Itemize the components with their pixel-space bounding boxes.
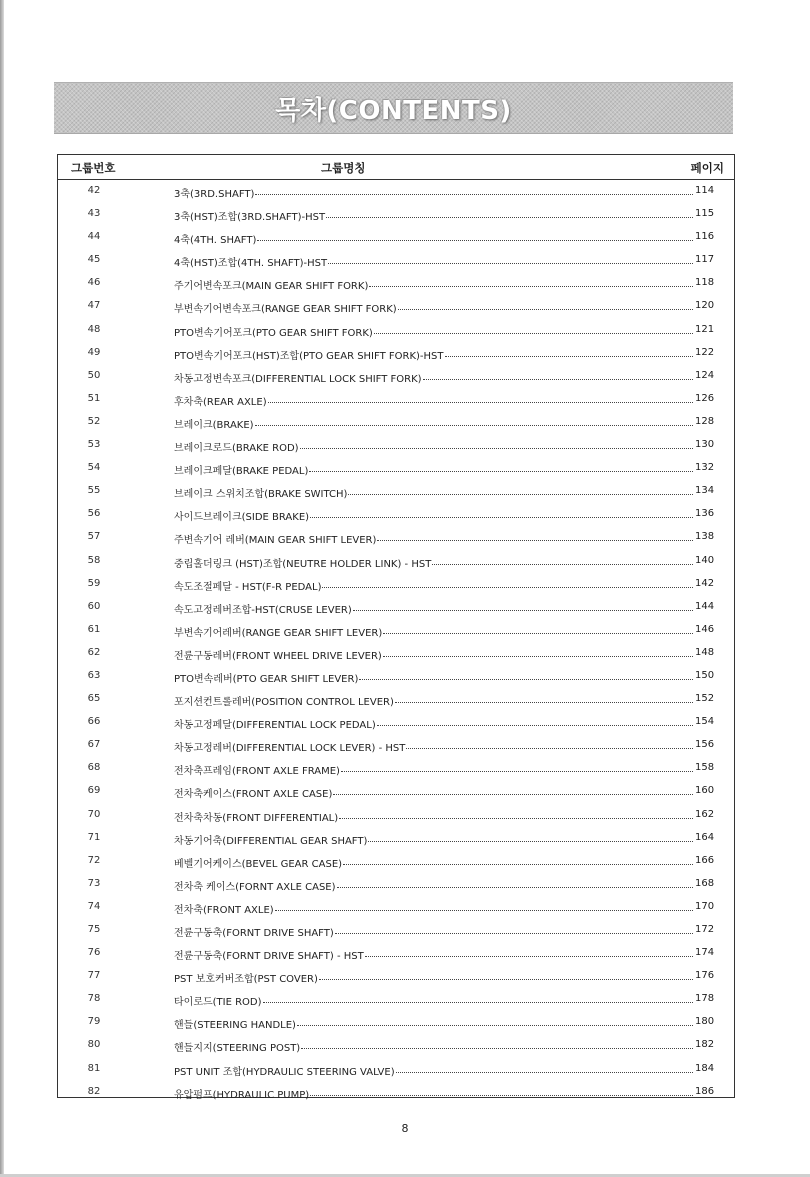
row-group-name: 전륜구동축(FORNT DRIVE SHAFT)	[174, 928, 334, 939]
row-entry	[174, 416, 694, 431]
row-page-number: 182	[695, 1039, 715, 1051]
row-entry	[174, 1063, 694, 1078]
row-group-number: 59	[87, 577, 101, 589]
table-row	[58, 988, 734, 1011]
row-group-number: 45	[87, 254, 101, 266]
dot-leader	[445, 348, 694, 357]
row-group-number: 42	[87, 185, 101, 196]
row-group-name: 후차축(REAR AXLE)	[174, 396, 267, 408]
dot-leader	[255, 186, 693, 195]
row-group-name: 포지션컨트롤레버(POSITION CONTROL LEVER)	[174, 697, 394, 709]
table-row	[58, 942, 734, 965]
row-page-number: 144	[695, 600, 715, 612]
row-entry	[174, 324, 694, 339]
row-entry	[174, 254, 694, 269]
row-entry	[174, 832, 694, 847]
page-number: 8	[401, 1122, 409, 1135]
dot-leader	[377, 717, 693, 726]
row-page-number: 138	[695, 531, 715, 543]
table-row	[58, 365, 734, 388]
row-group-number: 73	[87, 877, 101, 889]
row-group-number: 58	[87, 554, 101, 566]
row-entry	[174, 647, 694, 662]
row-entry	[174, 670, 694, 685]
row-group-name: 브레이크(BRAKE)	[174, 419, 254, 431]
row-entry	[174, 439, 694, 454]
row-entry	[174, 231, 694, 246]
table-body	[58, 180, 734, 1104]
table-row	[58, 203, 734, 226]
row-group-name: 속도조절페달 - HST(F-R PEDAL)	[174, 581, 322, 593]
table-row	[58, 688, 734, 711]
table-row	[58, 965, 734, 988]
row-page-number: 117	[695, 254, 715, 266]
row-group-name: 전차축차동(FRONT DIFFERENTIAL)	[174, 812, 339, 824]
row-group-name: 4축(4TH. SHAFT)	[174, 235, 257, 247]
row-entry	[174, 277, 694, 292]
row-entry	[174, 347, 694, 362]
table-header	[58, 155, 734, 180]
dot-leader	[395, 694, 693, 703]
row-group-number: 53	[87, 439, 101, 451]
row-group-name: PTO변속레버(PTO GEAR SHIFT LEVER)	[174, 673, 359, 685]
row-group-name: PST UNIT 조합(HYDRAULIC STEERING VALVE)	[174, 1066, 395, 1078]
row-group-number: 47	[87, 300, 101, 312]
dot-leader	[257, 232, 693, 241]
contents-table	[57, 154, 735, 1101]
row-entry	[174, 693, 694, 708]
dot-leader	[310, 1087, 693, 1096]
row-group-name: 차동고정변속포크(DIFFERENTIAL LOCK SHIFT FORK)	[174, 373, 422, 385]
row-group-number: 82	[87, 1085, 101, 1097]
table-row	[58, 757, 734, 780]
table-row	[58, 1034, 734, 1057]
row-group-name: 차동고정페달(DIFFERENTIAL LOCK PEDAL)	[174, 720, 376, 732]
row-page-number: 168	[695, 877, 715, 889]
dot-leader	[368, 833, 693, 842]
row-entry	[174, 993, 694, 1008]
dot-leader	[383, 648, 693, 657]
table-row	[58, 434, 734, 457]
dot-leader	[268, 394, 693, 403]
row-group-number: 77	[87, 970, 101, 982]
dot-leader	[341, 763, 693, 772]
row-page-number: 130	[695, 439, 715, 451]
row-entry	[174, 208, 694, 223]
table-row	[58, 249, 734, 272]
row-group-name: 주변속기어 레버(MAIN GEAR SHIFT LEVER)	[174, 535, 377, 547]
row-group-number: 66	[87, 716, 101, 728]
row-page-number: 158	[695, 762, 715, 774]
dot-leader	[297, 1017, 693, 1026]
table-row	[58, 850, 734, 873]
table-row	[58, 226, 734, 249]
table-row	[58, 780, 734, 803]
row-page-number: 150	[695, 669, 715, 681]
dot-leader	[396, 1064, 693, 1073]
row-page-number: 162	[695, 808, 715, 820]
row-page-number: 116	[695, 231, 715, 243]
row-page-number: 154	[695, 716, 715, 728]
dot-leader	[309, 463, 693, 472]
table-row	[58, 503, 734, 526]
dot-leader	[353, 602, 693, 611]
row-page-number: 178	[695, 993, 715, 1005]
row-entry	[174, 462, 694, 477]
dot-leader	[339, 810, 693, 819]
row-page-number: 126	[695, 392, 715, 404]
row-entry	[174, 878, 694, 893]
row-group-name: 부변속기어변속포크(RANGE GEAR SHIFT FORK)	[174, 304, 397, 316]
row-group-number: 72	[87, 854, 101, 866]
row-entry	[174, 393, 694, 408]
row-entry	[174, 485, 694, 500]
table-row	[58, 804, 734, 827]
row-entry	[174, 809, 694, 824]
row-entry	[174, 924, 694, 939]
row-group-number: 56	[87, 508, 101, 520]
row-group-name: 부변속기어레버(RANGE GEAR SHIFT LEVER)	[174, 627, 383, 639]
header-page: 페이지	[690, 161, 724, 175]
contents-banner	[54, 82, 733, 134]
row-group-name: 타이로드(TIE ROD)	[174, 997, 262, 1009]
row-group-number: 61	[87, 623, 101, 635]
row-group-number: 62	[87, 646, 101, 658]
row-page-number: 184	[695, 1062, 715, 1074]
table-row	[58, 480, 734, 503]
table-row	[58, 295, 734, 318]
row-group-number: 81	[87, 1062, 101, 1074]
row-group-name: 전차축 케이스(FORNT AXLE CASE)	[174, 881, 336, 893]
row-group-name: 전차축프레임(FRONT AXLE FRAME)	[174, 766, 340, 778]
row-page-number: 164	[695, 831, 715, 843]
row-group-number: 51	[87, 392, 101, 404]
row-group-name: 브레이크로드(BRAKE ROD)	[174, 443, 299, 455]
row-group-number: 75	[87, 924, 101, 935]
row-group-number: 71	[87, 831, 101, 843]
table-row	[58, 734, 734, 757]
row-group-name: 전륜구동레버(FRONT WHEEL DRIVE LEVER)	[174, 650, 382, 662]
row-entry	[174, 1039, 694, 1054]
dot-leader	[335, 925, 693, 934]
table-row	[58, 619, 734, 642]
dot-leader	[337, 879, 693, 888]
row-group-number: 74	[87, 900, 101, 912]
row-group-number: 63	[87, 669, 101, 681]
row-group-number: 79	[87, 1016, 101, 1028]
row-group-number: 50	[87, 369, 101, 381]
row-group-name: 3축(HST)조합(3RD.SHAFT)-HST	[174, 212, 326, 224]
row-group-number: 65	[87, 693, 101, 705]
table-row	[58, 873, 734, 896]
row-group-number: 55	[87, 485, 101, 497]
row-group-name: 사이드브레이크(SIDE BRAKE)	[174, 512, 310, 524]
row-page-number: 122	[695, 346, 715, 358]
row-group-number: 80	[87, 1039, 101, 1051]
dot-leader	[359, 671, 693, 680]
row-page-number: 121	[695, 323, 715, 335]
row-group-name: 핸들(STEERING HANDLE)	[174, 1020, 296, 1032]
row-entry	[174, 1086, 694, 1101]
table-row	[58, 526, 734, 549]
table-row	[58, 711, 734, 734]
dot-leader	[383, 625, 693, 634]
row-group-number: 78	[87, 993, 101, 1005]
row-entry	[174, 1016, 694, 1031]
table-row	[58, 596, 734, 619]
row-group-name: 3축(3RD.SHAFT)	[174, 189, 255, 200]
dot-leader	[374, 325, 693, 334]
row-entry	[174, 370, 694, 385]
row-group-number: 70	[87, 808, 101, 820]
table-row	[58, 573, 734, 596]
dot-leader	[328, 255, 693, 264]
table-row	[58, 550, 734, 573]
row-group-number: 49	[87, 346, 101, 358]
row-page-number: 160	[695, 785, 715, 797]
row-page-number: 174	[695, 947, 715, 959]
row-page-number: 115	[695, 208, 715, 220]
row-group-name: PTO변속기어포크(PTO GEAR SHIFT FORK)	[174, 327, 373, 339]
row-group-name: 브레이크 스위치조합(BRAKE SWITCH)	[174, 489, 348, 501]
table-row	[58, 1081, 734, 1104]
row-group-number: 46	[87, 277, 101, 289]
row-group-name: 4축(HST)조합(4TH. SHAFT)-HST	[174, 258, 328, 270]
dot-leader	[398, 301, 693, 310]
dot-leader	[369, 278, 693, 287]
dot-leader	[333, 786, 693, 795]
row-group-name: PST 보호커버조합(PST COVER)	[174, 974, 318, 986]
table-row	[58, 388, 734, 411]
row-group-name: 베벨기어케이스(BEVEL GEAR CASE)	[174, 858, 343, 870]
row-entry	[174, 716, 694, 731]
table-row	[58, 896, 734, 919]
dot-leader	[310, 509, 693, 518]
row-page-number: 132	[695, 462, 715, 474]
row-group-name: 핸들지지(STEERING POST)	[174, 1043, 301, 1055]
row-page-number: 114	[695, 185, 715, 196]
dot-leader	[326, 209, 693, 218]
dot-leader	[322, 579, 693, 588]
row-entry	[174, 531, 694, 546]
header-group-number: 그룹번호	[71, 161, 116, 175]
row-group-number: 60	[87, 600, 101, 612]
dot-leader	[275, 902, 693, 911]
row-entry	[174, 762, 694, 777]
row-group-number: 48	[87, 323, 101, 335]
row-entry	[174, 855, 694, 870]
table-row	[58, 665, 734, 688]
row-entry	[174, 578, 694, 593]
dot-leader	[406, 740, 693, 749]
dot-leader	[432, 556, 693, 565]
row-group-name: 전륜구동축(FORNT DRIVE SHAFT) - HST	[174, 951, 364, 963]
page-left-edge	[0, 0, 4, 1177]
table-row	[58, 1058, 734, 1081]
table-row	[58, 827, 734, 850]
table-row	[58, 642, 734, 665]
table-row	[58, 342, 734, 365]
row-group-number: 43	[87, 208, 101, 220]
row-page-number: 146	[695, 623, 715, 635]
table-row	[58, 411, 734, 434]
dot-leader	[319, 971, 693, 980]
row-group-number: 68	[87, 762, 101, 774]
row-group-name: 브레이크페달(BRAKE PEDAL)	[174, 466, 309, 478]
row-entry	[174, 300, 694, 315]
row-group-number: 54	[87, 462, 101, 474]
row-group-name: 전차축케이스(FRONT AXLE CASE)	[174, 789, 333, 801]
table-row	[58, 919, 734, 942]
row-page-number: 142	[695, 577, 715, 589]
row-page-number: 166	[695, 854, 715, 866]
row-group-number: 52	[87, 415, 101, 427]
row-page-number: 118	[695, 277, 715, 289]
row-page-number: 180	[695, 1016, 715, 1028]
row-entry	[174, 901, 694, 916]
row-page-number: 148	[695, 646, 715, 658]
dot-leader	[343, 856, 693, 865]
row-page-number: 156	[695, 739, 715, 751]
table-row	[58, 319, 734, 342]
dot-leader	[301, 1040, 693, 1049]
row-group-name: 유압펌프(HYDRAULIC PUMP)	[174, 1089, 310, 1101]
row-group-number: 67	[87, 739, 101, 751]
row-group-name: PTO변속기어포크(HST)조합(PTO GEAR SHIFT FORK)-HST	[174, 350, 444, 362]
row-group-name: 중립홀더링크 (HST)조합(NEUTRE HOLDER LINK) - HST	[174, 558, 432, 570]
row-group-name: 전차축(FRONT AXLE)	[174, 904, 274, 916]
row-entry	[174, 785, 694, 800]
row-entry	[174, 947, 694, 962]
row-page-number: 186	[695, 1085, 715, 1097]
row-group-number: 69	[87, 785, 101, 797]
row-entry	[174, 601, 694, 616]
banner-title: 목차(CONTENTS)	[275, 95, 512, 126]
row-page-number: 176	[695, 970, 715, 982]
dot-leader	[377, 532, 693, 541]
table-row	[58, 180, 734, 203]
dot-leader	[263, 994, 693, 1003]
row-group-number: 57	[87, 531, 101, 543]
header-group-name: 그룹명칭	[321, 161, 366, 175]
row-page-number: 140	[695, 554, 715, 566]
row-entry	[174, 555, 694, 570]
row-page-number: 170	[695, 900, 715, 912]
dot-leader	[300, 440, 693, 449]
row-entry	[174, 508, 694, 523]
dot-leader	[255, 417, 693, 426]
row-page-number: 134	[695, 485, 715, 497]
row-entry	[174, 624, 694, 639]
dot-leader	[365, 948, 693, 957]
row-group-name: 차동기어축(DIFFERENTIAL GEAR SHAFT)	[174, 835, 368, 847]
row-page-number: 128	[695, 415, 715, 427]
table-row	[58, 1011, 734, 1034]
row-page-number: 152	[695, 693, 715, 705]
row-page-number: 120	[695, 300, 715, 312]
row-group-number: 76	[87, 947, 101, 959]
row-group-number: 44	[87, 231, 101, 243]
row-group-name: 차동고정레버(DIFFERENTIAL LOCK LEVER) - HST	[174, 743, 406, 755]
row-entry	[174, 739, 694, 754]
table-row	[58, 272, 734, 295]
row-page-number: 136	[695, 508, 715, 520]
row-page-number: 172	[695, 924, 715, 935]
row-entry	[174, 185, 694, 200]
dot-leader	[348, 486, 693, 495]
row-entry	[174, 970, 694, 985]
dot-leader	[423, 371, 693, 380]
row-group-name: 속도고정레버조합-HST(CRUSE LEVER)	[174, 604, 352, 616]
row-page-number: 124	[695, 369, 715, 381]
row-group-name: 주기어변속포크(MAIN GEAR SHIFT FORK)	[174, 281, 369, 293]
table-row	[58, 457, 734, 480]
